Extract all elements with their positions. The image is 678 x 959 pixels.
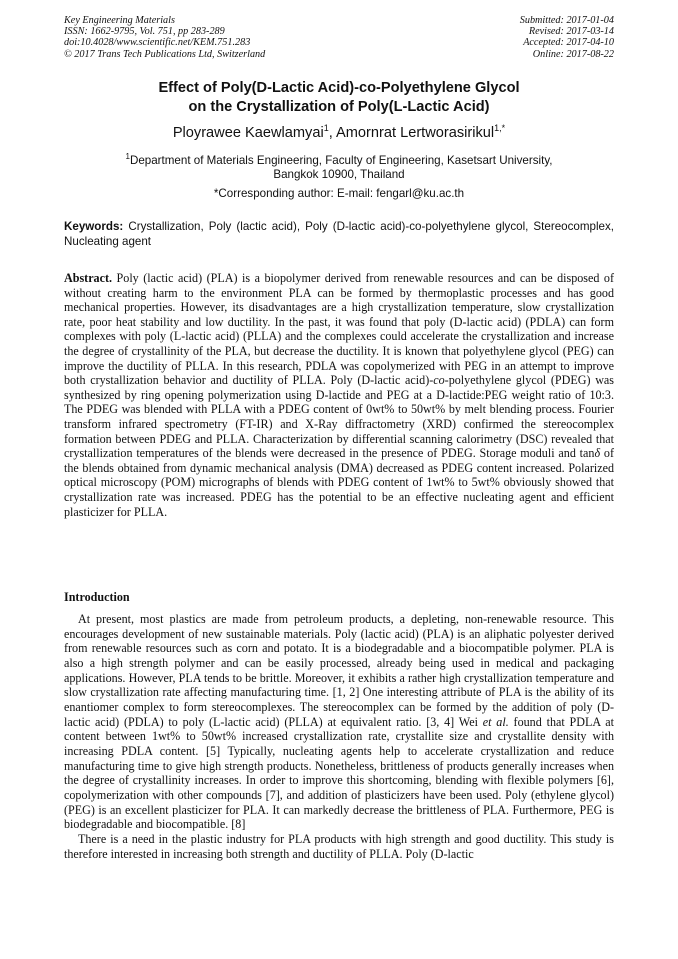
online-date: Online: 2017-08-22 bbox=[532, 48, 614, 60]
accepted-date: Accepted: 2017-04-10 bbox=[523, 37, 614, 49]
paper-title bbox=[64, 79, 614, 117]
author-1-affiliation-mark: 1 bbox=[323, 123, 329, 133]
author-1: Ployrawee Kaewlamyai bbox=[172, 124, 324, 141]
title-line-1: Effect of Poly(D-Lactic Acid)-co-Polyethylene Glycol bbox=[158, 80, 520, 96]
section-heading-introduction: Introduction bbox=[64, 590, 130, 604]
affiliation-line-2: Bangkok 10900, Thailand bbox=[273, 168, 405, 182]
abstract-label: Abstract. bbox=[64, 271, 113, 285]
author-2: Amornrat Lertworasirikul bbox=[336, 124, 495, 141]
affiliation-line-1: $^1$Department of Materials Engineering, Faculty of Engineering, Kasetsart University, bbox=[125, 152, 553, 167]
intro-paragraph-2: There is a need in the plastic industry for PLA products with high strength and good ductility. This study is therefore interested in increasing both strength and ductility of PLLA. Poly (D-lactic bbox=[64, 831, 614, 861]
publication-dates bbox=[520, 15, 614, 60]
author-list bbox=[64, 123, 614, 141]
submitted-date: Submitted: 2017-01-04 bbox=[519, 15, 614, 26]
keywords-text: Crystallization, Poly (lactic acid), Poly (D-lactic acid)-co-polyethylene glycol, Stereocomplex, Nucleating agent bbox=[64, 220, 614, 248]
revised-date: Revised: 2017-03-14 bbox=[528, 26, 614, 38]
copyright-line: © 2017 Trans Tech Publications Ltd, Switzerland bbox=[64, 48, 266, 60]
keywords bbox=[64, 220, 614, 249]
abstract: Abstract. Poly (lactic acid) (PLA) is a biopolymer derived from renewable resources and can be disposed of without creating harm to the environment PLA can be formed by thermoplastic processes and has good mechanical properties. However, its disadvantages are a high crystallization temperature, slow crystallization rate, poor heat stability and low ductility. In the past, it was found that poly (D-lactic acid) (PDLA) can form complexes with poly (L-lactic acid) (PLLA) and the complexes could accelerate the crystallization and increase the degree of crystallinity of the PLA, but decrease the ductility. It is known that polyethylene glycol (PEG) can improve the ductility of PLLA. In this research, PDLA was copolymerized with PEG in an attempt to improve both crystallization behavior and ductility of PLLA. Poly (D-lactic acid)-co-polyethylene glycol (PDEG) was synthesized by ring opening polymerization using D-lactide and PEG at a D-lactide:PEG weight ratio of 10:3. The PDEG was blended with PLLA with a PDEG content of 0wt% to 50wt% by melt blending process. Fourier transform infrared spectrometry (FT-IR) and X-Ray diffractometry (XRD) confirmed the stereocomplex formation between PDEG and PLLA. Characterization by differential scanning calorimetry (DSC) revealed that crystallization temperatures of the blends were decreased in the presence of PDEG. Storage moduli and tanδ of the blends obtained from dynamic mechanical analysis (DMA) decreased as PDEG content increased. Polarized optical microscopy (POM) micrographs of blends with PDEG content of 1wt% to 5wt% obviously showed that crystallization rate was increased. PDEG has the potential to be an effective nucleating agent and efficient plasticizer for PLLA. bbox=[64, 271, 614, 519]
journal-name: Key Engineering Materials bbox=[64, 15, 175, 26]
keywords-label: Keywords: bbox=[64, 220, 124, 233]
introduction-body bbox=[64, 612, 614, 861]
corresponding-author: *Corresponding author: E-mail: fengarl@ku.ac.th bbox=[213, 187, 465, 200]
title-line-2: on the Crystallization of Poly(L-Lactic Acid) bbox=[188, 99, 490, 115]
issn-line: ISSN: 1662-9795, Vol. 751, pp 283-289 bbox=[64, 26, 225, 38]
intro-paragraph-1: At present, most plastics are made from petroleum products, a depleting, non-renewable resource. This encourages development of new sustainable materials. Poly (lactic acid) (PLA) is an aliphatic polyester derived from renewable resources such as corn and potato. It is a biodegradable and a biocompatible polymer. PLA is also a high strength polymer and can be easily processed, already being used in medical and packaging applications. However, PLA tends to be brittle. Moreover, it exhibits a rather high crystallization temperature and slow crystallization rate affecting manufacturing time. [1, 2] One interesting attribute of PLA is the ability of its enantiomer complex to form stereocomplexes. The stereocomplex can be formed by the addition of poly (D-lactic acid) (PDLA) to poly (L-lactic acid) (PLLA) at equivalent ratio. [3, 4] Wei et al. found that PDLA at content between 1wt% to 50wt% increased crystallization rate, crystallite size and crystallite density with increasing PDLA content. [5] Typically, nucleating agents help to accelerate crystallization and reduce manufacturing time to give high strength products. Nonetheless, brittleness of products generally increases when the degree of crystallinity increases. In order to improve this shortcoming, blending with flexible polymers [6], copolymerization with other compounds [7], and addition of plasticizers have been used. Poly (ethylene glycol) (PEG) is an excellent plasticizer for PLA. It can markedly decrease the brittleness of PLA. Furthermore, PEG is biodegradable and biocompatible. [8] bbox=[64, 612, 614, 832]
affiliation bbox=[64, 150, 614, 183]
author-separator: , bbox=[328, 124, 337, 141]
doi-line: doi:10.4028/www.scientific.net/KEM.751.283 bbox=[64, 37, 251, 49]
affiliation-mark: 1 bbox=[125, 152, 130, 161]
journal-info bbox=[64, 15, 265, 60]
author-2-affiliation-mark: 1,* bbox=[494, 123, 506, 133]
